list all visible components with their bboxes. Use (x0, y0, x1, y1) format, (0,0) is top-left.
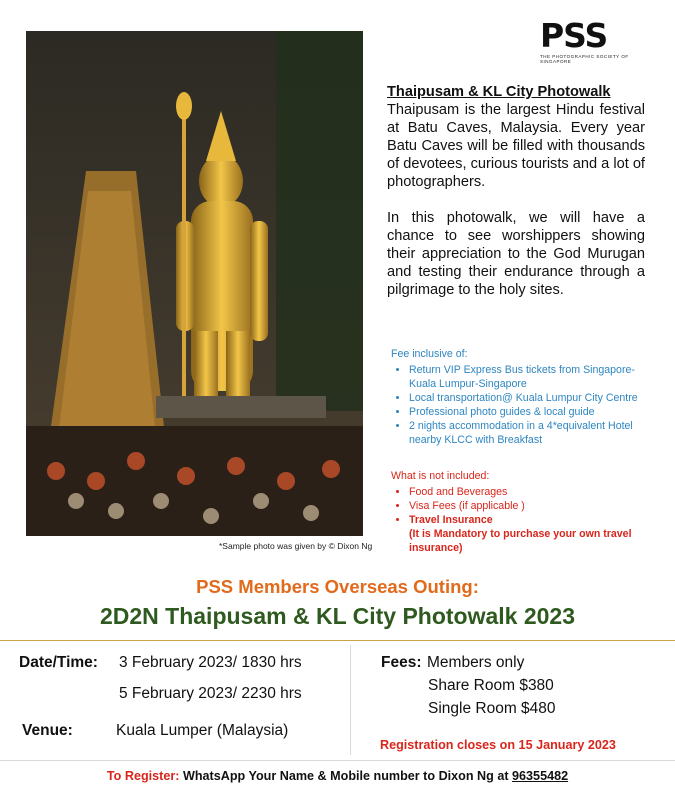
intro-title: Thaipusam & KL City Photowalk (387, 84, 611, 100)
list-item: • 2 nights accommodation in a 4*equivalent Hotel nearby KLCC with Breakfast (409, 419, 661, 447)
headline-outing: PSS Members Overseas Outing: (196, 576, 479, 597)
fees-inclusive-section (391, 347, 661, 447)
list-item: • Local transportation@ Kuala Lumpur City Centre (409, 391, 661, 405)
pss-logo (540, 18, 645, 66)
venue-label: Venue: (22, 722, 73, 739)
headline-event-title: 2D2N Thaipusam & KL City Photowalk 2023 (99, 603, 576, 629)
share-room-price: Share Room $380 (428, 677, 554, 694)
photo-caption: *Sample photo was given by © Dixon Ng (219, 541, 373, 551)
register-phone-number[interactable]: 96355482 (512, 769, 569, 783)
divider-top (0, 640, 675, 641)
register-label: To Register: (106, 769, 180, 783)
date-end: 5 February 2023/ 2230 hrs (119, 685, 302, 702)
list-item: • Return VIP Express Bus tickets from Singapore- Kuala Lumpur-Singapore (409, 363, 661, 391)
logo-mark (540, 18, 645, 54)
not-included-heading: What is not included: (391, 470, 490, 482)
register-text: WhatsApp Your Name & Mobile number to Dixon Ng at (182, 769, 509, 783)
fees-label: Fees: (381, 654, 422, 671)
single-room-price: Single Room $480 (428, 700, 556, 717)
list-item: • Professional photo guides & local guide (409, 405, 661, 419)
batu-caves-photo (26, 31, 363, 536)
not-included-section (391, 469, 651, 555)
not-included-list (391, 485, 651, 527)
register-line (0, 769, 675, 783)
fees-inclusive-heading: Fee inclusive of: (391, 348, 468, 360)
fees-inclusive-list (391, 363, 661, 447)
divider-vertical (350, 645, 351, 755)
fees-members-only: Members only (427, 654, 525, 671)
intro-paragraph-2: In this photowalk, we will have a chance to see worshippers showing their appreciation to the God Murugan and testing their endurance through a pilgrimage to the holy sites. (387, 210, 645, 298)
list-item: • Visa Fees (if applicable ) (409, 499, 651, 513)
divider-bottom (0, 760, 675, 761)
logo-mark-text: PSS (540, 16, 608, 55)
intro-paragraph-1: Thaipusam is the largest Hindu festival at Batu Caves, Malaysia. Every year Batu Caves will be filled with thousands of devotees, curious tourists and a lot of photographers. (387, 102, 645, 190)
date-time-label: Date/Time: (19, 654, 98, 671)
registration-deadline: Registration closes on 15 January 2023 (380, 738, 616, 752)
date-start: 3 February 2023/ 1830 hrs (119, 654, 302, 671)
list-item: • Travel Insurance (409, 513, 651, 527)
logo-tagline: THE PHOTOGRAPHIC SOCIETY OF SINGAPORE (540, 54, 629, 64)
intro-section (387, 83, 645, 317)
list-item: • Food and Beverages (409, 485, 651, 499)
batu-caves-illustration (26, 31, 363, 536)
venue-value: Kuala Lumper (Malaysia) (116, 722, 289, 739)
insurance-note: (It is Mandatory to purchase your own travel insurance) (409, 528, 632, 554)
